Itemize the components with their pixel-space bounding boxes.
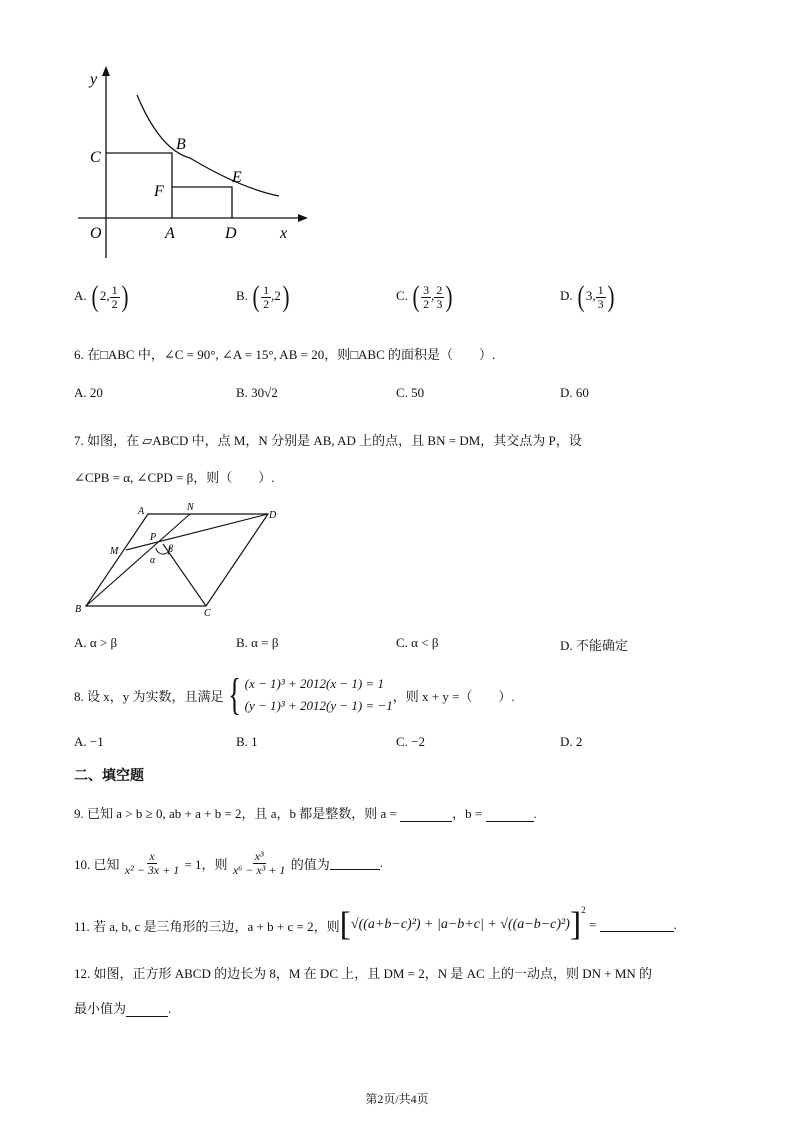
q8-options [74,734,714,754]
option-value: 3, [585,287,596,303]
q9-blank-b[interactable] [486,809,534,822]
q10-eq: = 1，则 [184,856,228,872]
frac-den: 3 [436,296,443,311]
q5-option-b[interactable]: B. ( $\frac{1}{2}$ ,2) [236,280,290,313]
frac-num: x [149,848,155,863]
option-letter: B. [236,287,248,303]
q6-options [74,385,714,405]
fig5-label-E: E [232,169,242,186]
q8-stem [74,670,515,720]
q12-line2-text: 最小值为 [74,1001,127,1016]
fig7-label-M: M [110,546,119,557]
bracket-left: [ [339,906,351,943]
q7-option-a[interactable]: A. α > β [74,635,118,650]
frac-den: 2 [263,296,270,311]
frac-num: 1 [597,282,604,297]
q8-prefix: 8. 设 x，y 为实数，且满足 [74,688,224,704]
q11-exponent: 2 [581,905,586,915]
frac-num: 2 [436,282,443,297]
fig7-label-beta: β [168,544,173,555]
q11-eq: = [588,917,597,932]
fig7-label-alpha: α [150,555,156,566]
q11-prefix: 11. 若 a, b, c 是三角形的三边，a + b + c = 2，则 [74,918,340,934]
fig7-label-N: N [187,502,194,513]
option-letter: C. [396,287,408,303]
frac-num: 1 [263,282,270,297]
q6-option-d[interactable]: D. 60 [560,385,589,400]
q10-fraction-given [123,850,181,876]
option-letter: A. [74,287,87,303]
frac-num: 3 [423,282,430,297]
q12-stem-line1: 12. 如图，正方形 ABCD 的边长为 8，M 在 DC 上，且 DM = 2，N 是 AC 上的一动点，则 DN + MN 的 [74,966,653,981]
fig7-label-A: A [138,506,145,517]
figure-q7 [70,500,290,620]
q10-suffix: 的值为 [290,856,330,872]
frac-den: x⁶ − x³ + 1 [232,862,286,877]
q8-option-d[interactable]: D. 2 [560,734,583,749]
q8-equation-2: (y − 1)³ + 2012(y − 1) = −1 [244,698,393,713]
q7-options [74,635,714,655]
q8-option-a[interactable]: A. −1 [74,734,104,749]
q9-stem [74,803,537,822]
q11-end: . [673,917,677,932]
fig7-label-P: P [150,532,157,543]
q8-option-b[interactable]: B. 1 [236,734,258,749]
option-value: 2, [99,287,110,303]
frac-den: 2 [423,296,430,311]
q7-option-d[interactable]: D. 不能确定 [560,638,628,653]
q6-option-b[interactable] [236,385,278,401]
q10-fraction-target [231,850,288,876]
option-value: 30√2 [251,385,278,400]
q9-end: . [533,806,537,821]
page-footer: 第2页/共4页 [365,1092,429,1106]
q10-prefix: 10. 已知 [74,856,120,872]
q6-option-a[interactable]: A. 20 [74,385,103,400]
q11-expression: √((a+b−c)²) + |a−b+c| + √((a−b−c)²) [350,917,570,932]
q9-blank-a[interactable] [400,809,452,822]
section-heading: 二、填空题 [74,768,144,784]
fig7-label-D: D [269,510,277,521]
q5-option-d[interactable]: D. ( 3, $\frac{1}{3}$ ) [560,280,615,313]
fig5-label-x: x [280,225,288,242]
option-letter: B. [236,385,248,400]
q7-option-c[interactable]: C. α < β [396,635,439,650]
q11-stem [74,905,677,945]
q8-equation-1: (x − 1)³ + 2012(x − 1) = 1 [244,676,384,691]
q8-system: { (x − 1)³ + 2012(x − 1) = 1 (y − 1)³ + 2012(y − 1) = −1 [227,670,393,719]
frac-den: 2 [111,296,118,311]
frac-num: x³ [254,848,264,863]
q12-blank[interactable] [126,1004,168,1017]
q7-option-b[interactable]: B. α = β [236,635,279,650]
q8-option-c[interactable]: C. −2 [396,734,426,749]
q12-stem-line2 [74,998,171,1017]
q5-option-a[interactable]: A. ( 2, $\frac{1}{2}$ ) [74,280,129,313]
option-value: ,2 [271,287,281,303]
fig5-label-A: A [165,225,175,242]
q7-stem-line1: 7. 如图，在 ▱ABCD 中，点 M，N 分别是 AB, AD 上的点，且 BN = DM，其交点为 P，设 [74,433,582,448]
q11-blank[interactable] [600,919,674,932]
q10-blank[interactable] [330,857,380,870]
q10-stem [74,843,383,883]
frac-den: x² − 3x + 1 [124,862,180,877]
option-letter: D. [560,287,573,303]
fig7-label-B: B [75,604,82,615]
fig5-label-C: C [90,149,101,166]
fig7-label-C: C [204,608,211,619]
q9-text: 9. 已知 a > b ≥ 0, ab + a + b = 2，且 a，b 都是整数，则 a = [74,806,397,821]
frac-num: 1 [111,282,118,297]
frac-den: 3 [597,296,604,311]
q7-stem-line2: ∠CPB = α, ∠CPD = β，则（ ）. [74,470,275,485]
fig5-label-F: F [154,183,164,200]
q12-end: . [168,1001,172,1016]
q5-option-c[interactable]: C. ( $\frac{3}{2}$ , $\frac{2}{3}$ ) [396,280,453,313]
q10-end: . [379,855,383,870]
fig5-label-B: B [176,136,186,153]
q8-suffix: ，则 x + y =（ ）. [392,688,515,704]
q5-options [74,282,714,322]
q6-stem: 6. 在□ABC 中，∠C = 90°, ∠A = 15°, AB = 20，则□ABC 的面积是（ ）. [74,347,496,362]
figure-q5 [70,62,310,262]
q9-mid: ，b = [452,806,483,821]
bracket-right: ] [569,906,582,943]
fig5-label-O: O [90,225,102,242]
fig5-label-D: D [225,225,237,242]
q6-option-c[interactable]: C. 50 [396,385,425,400]
fig5-label-y: y [90,71,98,88]
